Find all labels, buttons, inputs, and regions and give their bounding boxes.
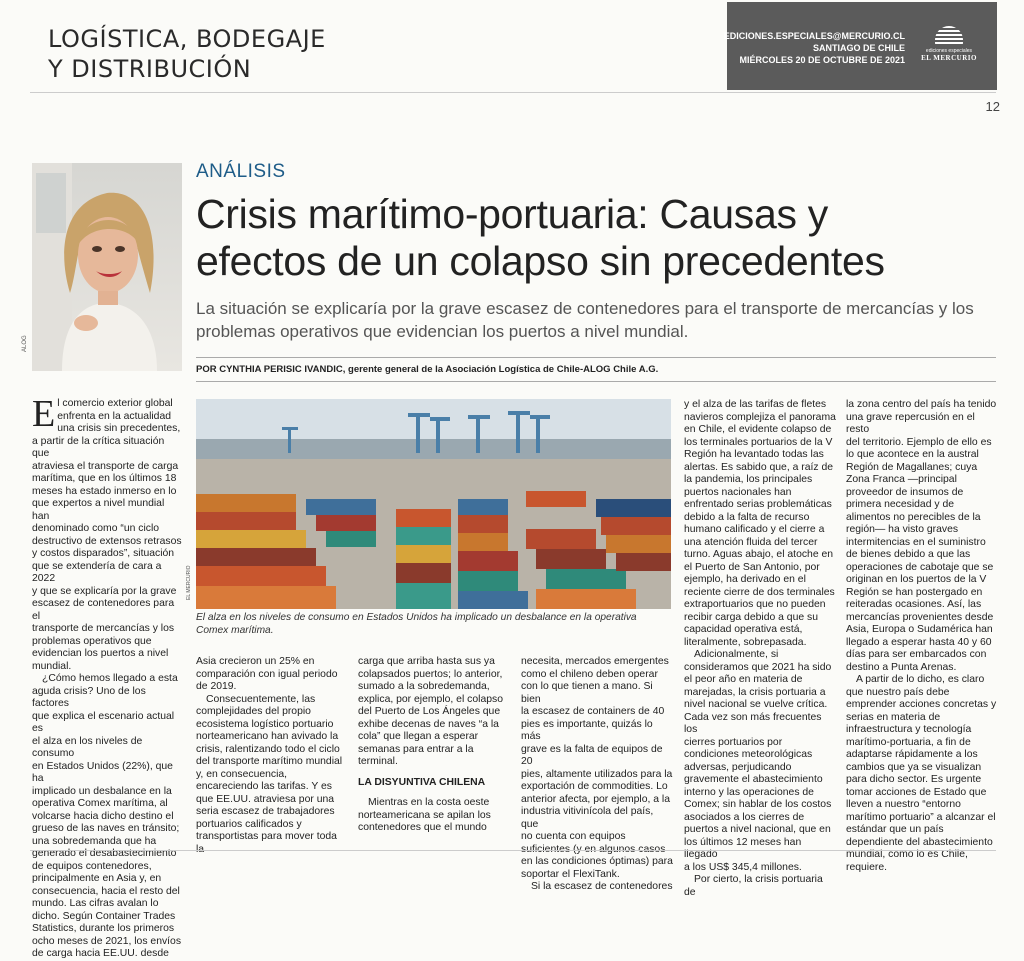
masthead-email[interactable]: EDICIONES.ESPECIALES@MERCURIO.CL: [723, 31, 905, 41]
column-3-paragraph-2: Mientras en la costa oeste norteamericana se apilan los contenedores que el mundo: [358, 797, 491, 833]
article-kicker: ANÁLISIS: [196, 161, 286, 182]
photo-caption: El alza en los niveles de consumo en Estados Unidos ha implicado un desbalance en la operativa Comex marítima.: [196, 612, 637, 636]
column-4-paragraph-1: necesita, mercados emergentes como el chileno deben operar con lo que tienen a mano. Si bien la escasez de containers de 40 pies es importante, quizás lo más grave es la falta de equipos de 20 pies, altamente utilizados para la exportación de commodities. Lo anterior afecta, por ejemplo, a la industria vitivinícola del país, que no cuenta con equipos suficientes (y en algunos casos en las condiciones óptimas) para soportar el FlexiTank.: [521, 656, 673, 880]
masthead-info: [724, 30, 905, 66]
column-3-paragraph-1: carga que arriba hasta sus ya colapsados puertos; lo anterior, sumado a la sobredemanda, explica, por ejemplo, el colapso del Puerto de Los Ángeles que exhibe decenas de naves “a la cola” que llegan a esperar semanas para entrar a la terminal.: [358, 656, 503, 767]
top-divider: [30, 92, 996, 93]
column-6-paragraph-2: A partir de lo dicho, es claro que nuestro país debe emprender acciones concretas y serias en materia de infraestructura y tecnología marítimo-portuaria, a fin de adaptarse rápidamente a los cambios que ya se visualizan para dicho sector. Es urgente tomar acciones de Estado que lleven a nuestro “entorno marítimo portuario” a alcanzar el estándar que un país dependiente del abastecimiento mundial, como lo es Chile, requiere.: [846, 674, 997, 873]
deck-line2: problemas operativos que evidencian los puertos a nivel mundial.: [196, 322, 689, 341]
column-4-paragraph-2: Si la escasez de contenedores: [531, 881, 673, 892]
column-2-paragraph-1: Asia crecieron un 25% en comparación con igual periodo de 2019.: [196, 656, 338, 692]
article-headline: [196, 191, 996, 285]
article-column-5: [684, 399, 836, 899]
article-byline: POR CYNTHIA PERISIC IVANDIC, gerente general de la Asociación Logística de Chile-ALOG Chile A.G.: [196, 364, 659, 375]
byline-divider-bottom: [196, 381, 996, 382]
column-2-paragraph-2: Consecuentemente, las complejidades del propio ecosistema logístico portuario norteamericano han avivado la crisis, ralentizando todo el ciclo del transporte marítimo mundial y, en consecuencia, encareciendo las tarifas. Y es que EE.UU. atraviesa por una seria escasez de trabajadores portuarios calificados y transportistas para mover toda la: [196, 693, 343, 855]
portrait-illustration: [32, 163, 182, 371]
section-title-line2: Y DISTRIBUCIÓN: [48, 55, 252, 83]
headline-line1: Crisis marítimo-portuaria: Causas y: [196, 191, 828, 237]
bottom-divider: [30, 850, 996, 851]
logo-name: EL MERCURIO: [921, 54, 977, 62]
column-5-paragraph-3: Por cierto, la crisis portuaria de: [684, 874, 823, 898]
photo-credit: EL MERCURIO: [186, 565, 192, 600]
author-portrait: [32, 163, 182, 371]
article-column-1: [32, 393, 184, 961]
article-column-6: [846, 399, 998, 874]
article-deck: [196, 297, 1006, 343]
drop-cap: E: [32, 393, 56, 435]
page-number: 12: [985, 99, 1000, 114]
masthead-city: SANTIAGO DE CHILE: [812, 43, 905, 53]
column-6-paragraph-1: la zona centro del país ha tenido una grave repercusión en el resto del territorio. Ejemplo de ello es lo que acontece en la austral Región de Magallanes; cuya Zona Franca —principal proveedor de insumos de primera necesidad y de alimentos no perecibles de la región— ha visto graves intermitencias en el suministro de bienes debido a que las operaciones de cabotaje que se originan en los puertos de la V Región se han postergado en reiteradas ocasiones. Así, las mercancías provenientes desde Asia, Europa o Sudamérica han llegado a esperar hasta 40 y 60 días para ser embarcados con destino a Punta Arenas.: [846, 399, 997, 673]
section-subhead: LA DISYUNTIVA CHILENA: [358, 776, 486, 788]
deck-line1: La situación se explicaría por la grave escasez de contenedores para el transporte de mercancías y los: [196, 299, 974, 318]
column-5-paragraph-1: y el alza de las tarifas de fletes navieros complejiza el panorama en Chile, el evidente colapso de los terminales portuarios de la V Región ha levantado todas las alertas. Es sabido que, a raíz de la pandemia, los principales puertos nacionales han enfrentado serias problemáticas debido a la falta de recurso humano calificado y el cierre a una atención fluida del tercer turno. Aguas abajo, el atoche en el Puerto de San Antonio, por ejemplo, ha derivado en el reciente cierre de dos terminales extraportuarios que no pueden recibir carga debido a que su capacidad operativa está, literalmente, sobrepasada.: [684, 399, 836, 648]
section-title-line1: LOGÍSTICA, BODEGAJE: [48, 25, 326, 53]
logo-subtitle: ediciones especiales: [925, 48, 973, 54]
el-mercurio-logo: [919, 26, 979, 62]
container-terminal-illustration: [196, 399, 671, 609]
portrait-credit: ALOG: [22, 335, 28, 352]
port-containers-photo: [196, 399, 671, 609]
column-1-paragraph-1: l comercio exterior global enfrenta en la actualidad una crisis sin precedentes, a partir de la crítica situación que atraviesa el transporte de carga marítima, que en los últimos 18 meses ha estado inmerso en lo que expertos a nivel mundial han denominado como “un ciclo destructivo de extensos retrasos y costos disparados”, situación que se extendería de cara a 2022 y que se explicaría por la grave escasez de contenedores para el transporte de mercancías y los problemas operativos que evidencian los puertos a nivel mundial.: [32, 398, 182, 672]
section-header: [48, 24, 326, 84]
article-column-3: [358, 656, 510, 835]
masthead-box: [723, 2, 997, 90]
article-column-4: [521, 656, 673, 894]
article-column-2: [196, 656, 346, 856]
byline-divider-top: [196, 357, 996, 358]
headline-line2: efectos de un colapso sin precedentes: [196, 238, 885, 284]
column-1-paragraph-2: ¿Cómo hemos llegado a esta aguda crisis? Uno de los factores que explica el escenario actual es el alza en los niveles de consumo en Estados Unidos (22%), que ha implicado un desbalance en la operativa Comex marítima, al volcarse hacia dicho destino el grueso de las naves en tránsito; una sobredemanda que ha generado el desabastecimiento de equipos contenedores, principalmente en Asia y, en consecuencia, hacia el resto del mundo. Las cifras avalan lo dicho. Según Container Trades Statistics, durante los primeros ocho meses de 2021, los envíos de carga hacia EE.UU. desde: [32, 673, 182, 959]
logo-dome-icon: [935, 26, 963, 46]
masthead-date: MIÉRCOLES 20 DE OCTUBRE DE 2021: [739, 55, 905, 65]
column-5-paragraph-2: Adicionalmente, si consideramos que 2021 ha sido el peor año en materia de marejadas, la crisis portuaria a nivel nacional se vuelve crítica. Cada vez son más frecuentes los cierres portuarios por condiciones meteorológicas adversas, perjudicando gravemente el abastecimiento interno y las operaciones de Comex; sin hablar de los costos asociados a los cierres de puertos a nivel nacional, que en los últimos 12 meses han llegado a los US$ 345,4 millones.: [684, 649, 832, 873]
